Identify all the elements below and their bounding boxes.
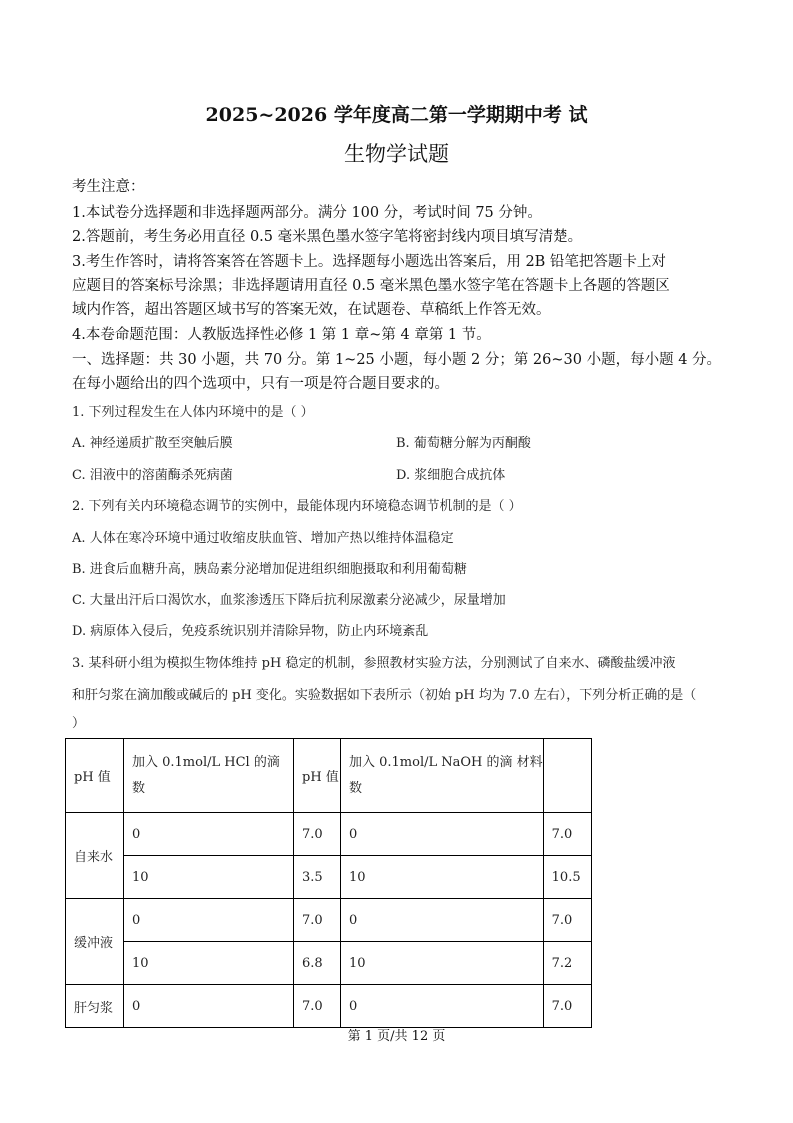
notice-item-4: 4.本卷命题范围：人教版选择性必修 1 第 1 章~第 4 章第 1 节。 xyxy=(72,327,491,343)
table-cell: 7.0 xyxy=(543,813,591,856)
exam-subtitle: 生物学试题 xyxy=(344,142,449,166)
table-cell: 7.0 xyxy=(543,985,591,1028)
q1-stem: 1. 下列过程发生在人体内环境中的是（ ） xyxy=(72,405,314,420)
table-cell: 0 xyxy=(124,985,294,1028)
header-cell-text: 加入 0.1mol/L HCl 的滴 xyxy=(132,754,280,770)
notice-heading: 考生注意： xyxy=(72,179,145,195)
header-cell xyxy=(543,739,591,813)
table-cell: 10 xyxy=(341,942,544,985)
table-cell: 0 xyxy=(341,899,544,942)
header-cell-text: 数 xyxy=(132,780,146,796)
header-cell xyxy=(124,739,294,813)
q1-option-d: D. 浆细胞合成抗体 xyxy=(396,468,506,483)
q1-option-b: B. 葡萄糖分解为丙酮酸 xyxy=(396,436,531,451)
notice-item-2: 2.答题前，考生务必用直径 0.5 毫米黑色墨水签字笔将密封线内项目填写清楚。 xyxy=(72,229,583,245)
table-cell: 10 xyxy=(341,856,544,899)
row-label: 肝匀浆 xyxy=(66,985,124,1028)
table-row xyxy=(66,985,592,1028)
header-cell-text: 数 xyxy=(349,780,363,796)
q1-option-a: A. 神经递质扩散至突触后膜 xyxy=(72,436,233,451)
section-heading-line-1: 一、选择题：共 30 小题，共 70 分。第 1~25 小题，每小题 2 分；第 26~30 小题，每小题 4 分。 xyxy=(72,352,722,368)
table-cell: 7.2 xyxy=(543,942,591,985)
q1-option-c: C. 泪液中的溶菌酶杀死病菌 xyxy=(72,468,233,483)
q3-stem-line-2: 和肝匀浆在滴加酸或碱后的 pH 变化。实验数据如下表所示（初始 pH 均为 7.0 左右），下列分析正确的是（ xyxy=(72,688,697,703)
q3-stem-line-1: 3. 某科研小组为模拟生物体维持 pH 稳定的机制，参照教材实验方法，分别测试了自来水、磷酸盐缓冲液 xyxy=(72,656,676,671)
header-cell: pH 值 xyxy=(66,739,124,813)
q2-option-a: A. 人体在寒冷环境中通过收缩皮肤血管、增加产热以维持体温稳定 xyxy=(72,531,454,546)
table-header-row xyxy=(66,739,592,813)
header-cell-text: 加入 0.1mol/L NaOH 的滴 材料 xyxy=(349,754,543,770)
q2-option-c: C. 大量出汗后口渴饮水，血浆渗透压下降后抗利尿激素分泌减少，尿量增加 xyxy=(72,593,506,608)
table-cell: 7.0 xyxy=(294,985,341,1028)
q2-stem: 2. 下列有关内环境稳态调节的实例中，最能体现内环境稳态调节机制的是（ ） xyxy=(72,499,522,514)
table-cell: 10.5 xyxy=(543,856,591,899)
table-cell: 0 xyxy=(341,985,544,1028)
table-cell: 3.5 xyxy=(294,856,341,899)
row-label: 缓冲液 xyxy=(66,899,124,985)
q3-stem-line-3: ） xyxy=(72,716,86,731)
table-cell: 0 xyxy=(341,813,544,856)
header-cell xyxy=(341,739,544,813)
table-cell: 7.0 xyxy=(543,899,591,942)
table-cell: 7.0 xyxy=(294,813,341,856)
data-table xyxy=(65,738,592,1028)
notice-item-3-line-2: 应题目的答案标号涂黑；非选择题请用直径 0.5 毫米黑色墨水签字笔在答题卡上各题的答题区 xyxy=(72,278,670,294)
page-footer: 第 1 页/共 12 页 xyxy=(347,1029,446,1044)
table-cell: 0 xyxy=(124,813,294,856)
table-cell: 0 xyxy=(124,899,294,942)
table-cell: 10 xyxy=(124,942,294,985)
q2-option-b: B. 进食后血糖升高，胰岛素分泌增加促进组织细胞摄取和利用葡萄糖 xyxy=(72,562,467,577)
row-label: 自来水 xyxy=(66,813,124,899)
exam-title: 2025~2026 学年度高二第一学期期中考 试 xyxy=(205,104,588,126)
table-row xyxy=(66,813,592,856)
table-row xyxy=(66,856,592,899)
header-cell: pH 值 xyxy=(294,739,341,813)
section-heading-line-2: 在每小题给出的四个选项中，只有一项是符合题目要求的。 xyxy=(72,376,449,392)
notice-item-3-line-3: 域内作答，超出答题区域书写的答案无效，在试题卷、草稿纸上作答无效。 xyxy=(72,302,551,318)
table-cell: 7.0 xyxy=(294,899,341,942)
q2-option-d: D. 病原体入侵后，免疫系统识别并清除异物，防止内环境紊乱 xyxy=(72,624,429,639)
table-cell: 6.8 xyxy=(294,942,341,985)
table-cell: 10 xyxy=(124,856,294,899)
table-row xyxy=(66,899,592,942)
table-row xyxy=(66,942,592,985)
notice-item-1: 1.本试卷分选择题和非选择题两部分。满分 100 分，考试时间 75 分钟。 xyxy=(72,205,542,221)
notice-item-3-line-1: 3.考生作答时，请将答案答在答题卡上。选择题每小题选出答案后，用 2B 铅笔把答题卡上对 xyxy=(72,254,666,270)
